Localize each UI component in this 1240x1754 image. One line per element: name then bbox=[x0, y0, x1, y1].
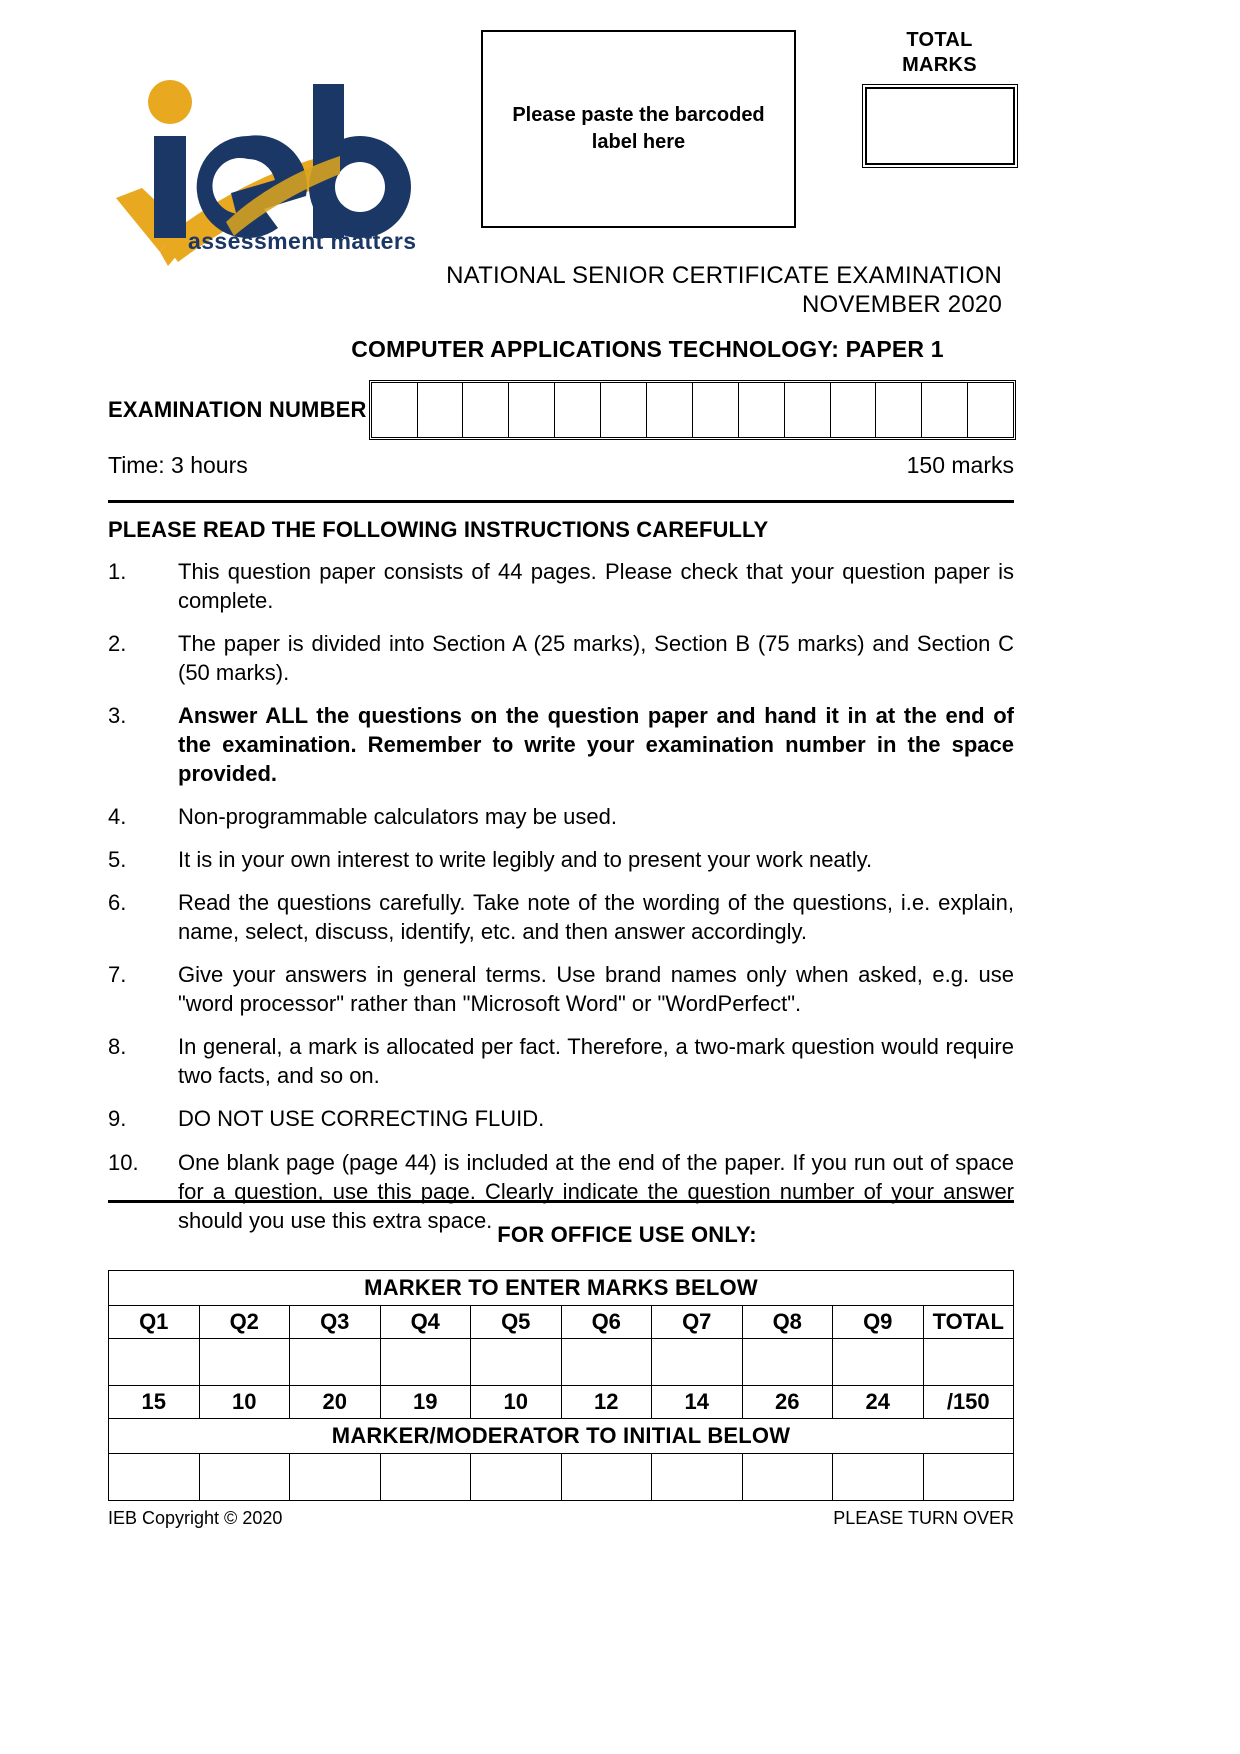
max-marks-cell: 26 bbox=[742, 1386, 833, 1419]
exam-duration: Time: 3 hours bbox=[108, 452, 248, 478]
max-marks-cell: 19 bbox=[380, 1386, 471, 1419]
initial-entry-cell[interactable] bbox=[290, 1454, 381, 1501]
marks-entry-cell[interactable] bbox=[199, 1339, 290, 1386]
exam-body-line-2: NOVEMBER 2020 bbox=[801, 291, 1002, 318]
marks-column-header: Q9 bbox=[833, 1306, 924, 1339]
instruction-text: DO NOT USE CORRECTING FLUID. bbox=[178, 1106, 545, 1132]
examination-number-cell[interactable] bbox=[555, 383, 601, 437]
marks-entry-cell[interactable] bbox=[380, 1339, 471, 1386]
marks-column-header: Q7 bbox=[652, 1306, 743, 1339]
instruction-number: 10. bbox=[108, 1149, 139, 1175]
initial-entry-row bbox=[109, 1454, 1014, 1501]
instruction-text: In general, a mark is allocated per fact. Therefore, a two-mark question would require two facts, and so on. bbox=[178, 1034, 1014, 1089]
max-marks-cell: 15 bbox=[109, 1386, 200, 1419]
examination-number-input[interactable] bbox=[371, 382, 1014, 438]
instruction-text: Answer ALL the questions on the question paper and hand it in at the end of the examination. Remember to write your examination number in the space provided. bbox=[178, 703, 1014, 787]
instruction-number: 9. bbox=[108, 1106, 127, 1132]
marks-entry-cell[interactable] bbox=[471, 1339, 562, 1386]
instruction-number: 4. bbox=[108, 804, 127, 830]
initial-entry-cell[interactable] bbox=[380, 1454, 471, 1501]
initial-entry-cell[interactable] bbox=[652, 1454, 743, 1501]
max-marks-cell: 24 bbox=[833, 1386, 924, 1419]
instruction-number: 2. bbox=[108, 631, 127, 657]
marks-entry-row bbox=[109, 1339, 1014, 1386]
instruction-number: 7. bbox=[108, 962, 127, 988]
examination-number-cell[interactable] bbox=[831, 383, 877, 437]
max-marks-cell: 12 bbox=[561, 1386, 652, 1419]
instruction-item bbox=[108, 888, 1014, 946]
initial-banner-cell: MARKER/MODERATOR TO INITIAL BELOW bbox=[109, 1419, 1014, 1454]
instructions-list bbox=[108, 557, 1014, 1249]
instruction-item bbox=[108, 845, 1014, 874]
initial-banner-row bbox=[109, 1419, 1014, 1454]
examination-number-cell[interactable] bbox=[601, 383, 647, 437]
examination-number-cell[interactable] bbox=[693, 383, 739, 437]
instruction-text: Read the questions carefully. Take note of the wording of the questions, i.e. explain, name, select, discuss, identify, etc. and then answer accordingly. bbox=[178, 890, 1014, 945]
marks-entry-cell[interactable] bbox=[561, 1339, 652, 1386]
instruction-number: 1. bbox=[108, 559, 127, 584]
initial-entry-cell[interactable] bbox=[199, 1454, 290, 1501]
marker-banner-cell: MARKER TO ENTER MARKS BELOW bbox=[109, 1271, 1014, 1306]
instruction-item bbox=[108, 557, 1014, 615]
examination-number-cell[interactable] bbox=[876, 383, 922, 437]
instruction-item bbox=[108, 960, 1014, 1018]
marks-column-header: Q8 bbox=[742, 1306, 833, 1339]
exam-body-line-1: NATIONAL SENIOR CERTIFICATE EXAMINATION bbox=[446, 262, 1002, 289]
examination-number-cell[interactable] bbox=[785, 383, 831, 437]
logo-tagline: assessment matters bbox=[188, 228, 417, 254]
instruction-number: 5. bbox=[108, 847, 127, 873]
total-marks-label bbox=[862, 28, 1017, 78]
marks-column-header: Q4 bbox=[380, 1306, 471, 1339]
marks-entry-cell[interactable] bbox=[923, 1339, 1014, 1386]
instructions-heading: PLEASE READ THE FOLLOWING INSTRUCTIONS CAREFULLY bbox=[108, 517, 769, 542]
marks-column-header: Q1 bbox=[109, 1306, 200, 1339]
marks-entry-cell[interactable] bbox=[109, 1339, 200, 1386]
marker-marks-table bbox=[108, 1270, 1014, 1501]
max-marks-cell: 10 bbox=[471, 1386, 562, 1419]
instruction-text: This question paper consists of 44 pages. Please check that your question paper is complete. bbox=[178, 559, 1014, 614]
examination-number-cell[interactable] bbox=[509, 383, 555, 437]
time-and-marks-row bbox=[108, 452, 1014, 479]
divider-top bbox=[108, 500, 1014, 503]
total-marks-label-line1: TOTAL bbox=[906, 29, 973, 51]
marks-column-header: Q6 bbox=[561, 1306, 652, 1339]
initial-entry-cell[interactable] bbox=[742, 1454, 833, 1501]
examination-number-cell[interactable] bbox=[968, 383, 1013, 437]
initial-entry-cell[interactable] bbox=[561, 1454, 652, 1501]
initial-entry-cell[interactable] bbox=[833, 1454, 924, 1501]
instruction-text: It is in your own interest to write legibly and to present your work neatly. bbox=[178, 847, 873, 873]
turn-over-notice: PLEASE TURN OVER bbox=[833, 1508, 1014, 1528]
marks-column-header: Q5 bbox=[471, 1306, 562, 1339]
instruction-number: 8. bbox=[108, 1034, 127, 1060]
examination-number-cell[interactable] bbox=[463, 383, 509, 437]
marks-entry-cell[interactable] bbox=[652, 1339, 743, 1386]
copyright-notice: IEB Copyright © 2020 bbox=[108, 1508, 283, 1528]
office-use-heading: FOR OFFICE USE ONLY: bbox=[497, 1222, 757, 1247]
examination-number-label: EXAMINATION NUMBER bbox=[108, 397, 367, 422]
initial-entry-cell[interactable] bbox=[923, 1454, 1014, 1501]
examination-number-cell[interactable] bbox=[418, 383, 464, 437]
instruction-item bbox=[108, 701, 1014, 788]
instruction-item bbox=[108, 1104, 1014, 1133]
total-marks-label-line2: MARKS bbox=[902, 54, 977, 76]
marks-entry-cell[interactable] bbox=[290, 1339, 381, 1386]
examination-number-cell[interactable] bbox=[372, 383, 418, 437]
examination-number-cell[interactable] bbox=[739, 383, 785, 437]
marks-column-header: Q3 bbox=[290, 1306, 381, 1339]
initial-entry-cell[interactable] bbox=[109, 1454, 200, 1501]
instruction-number: 6. bbox=[108, 890, 127, 916]
total-marks-section bbox=[862, 28, 1017, 165]
instruction-text: One blank page (page 44) is included at the end of the paper. If you run out of space for a question, use this page. Clearly indicate the question number of your answer should you use this extra space. bbox=[178, 1149, 1014, 1233]
page-title: COMPUTER APPLICATIONS TECHNOLOGY: PAPER 1 bbox=[351, 336, 944, 362]
barcode-instruction-text: Please paste the barcoded label here bbox=[512, 104, 765, 153]
initial-entry-cell[interactable] bbox=[471, 1454, 562, 1501]
page-footer bbox=[108, 1508, 1014, 1529]
marks-column-header: TOTAL bbox=[923, 1306, 1014, 1339]
instruction-item bbox=[108, 1032, 1014, 1090]
marks-entry-cell[interactable] bbox=[833, 1339, 924, 1386]
max-marks-cell: 14 bbox=[652, 1386, 743, 1419]
max-marks-row bbox=[109, 1386, 1014, 1419]
max-marks-cell: /150 bbox=[923, 1386, 1014, 1419]
barcode-label-box bbox=[481, 30, 796, 228]
examination-number-cell[interactable] bbox=[647, 383, 693, 437]
page-header bbox=[0, 0, 1240, 362]
instruction-text: The paper is divided into Section A (25 marks), Section B (75 marks) and Section C (50 marks). bbox=[178, 631, 1014, 686]
marks-entry-cell[interactable] bbox=[742, 1339, 833, 1386]
instruction-item bbox=[108, 629, 1014, 687]
examination-number-cell[interactable] bbox=[922, 383, 968, 437]
max-marks-cell: 10 bbox=[199, 1386, 290, 1419]
instruction-item bbox=[108, 802, 1014, 831]
max-marks-cell: 20 bbox=[290, 1386, 381, 1419]
divider-bottom bbox=[108, 1200, 1014, 1203]
marks-header-row bbox=[109, 1306, 1014, 1339]
instruction-number: 3. bbox=[108, 703, 127, 729]
total-marks-entry-box[interactable] bbox=[865, 87, 1015, 165]
instruction-text: Non-programmable calculators may be used. bbox=[178, 804, 617, 830]
ieb-logo bbox=[108, 70, 428, 270]
marker-banner-row bbox=[109, 1271, 1014, 1306]
marks-column-header: Q2 bbox=[199, 1306, 290, 1339]
instruction-text: Give your answers in general terms. Use brand names only when asked, e.g. use "word processor" rather than "Microsoft Word" or "WordPerfect". bbox=[178, 962, 1014, 1017]
exam-total-marks: 150 marks bbox=[906, 452, 1014, 478]
examination-number-row bbox=[108, 382, 1014, 438]
